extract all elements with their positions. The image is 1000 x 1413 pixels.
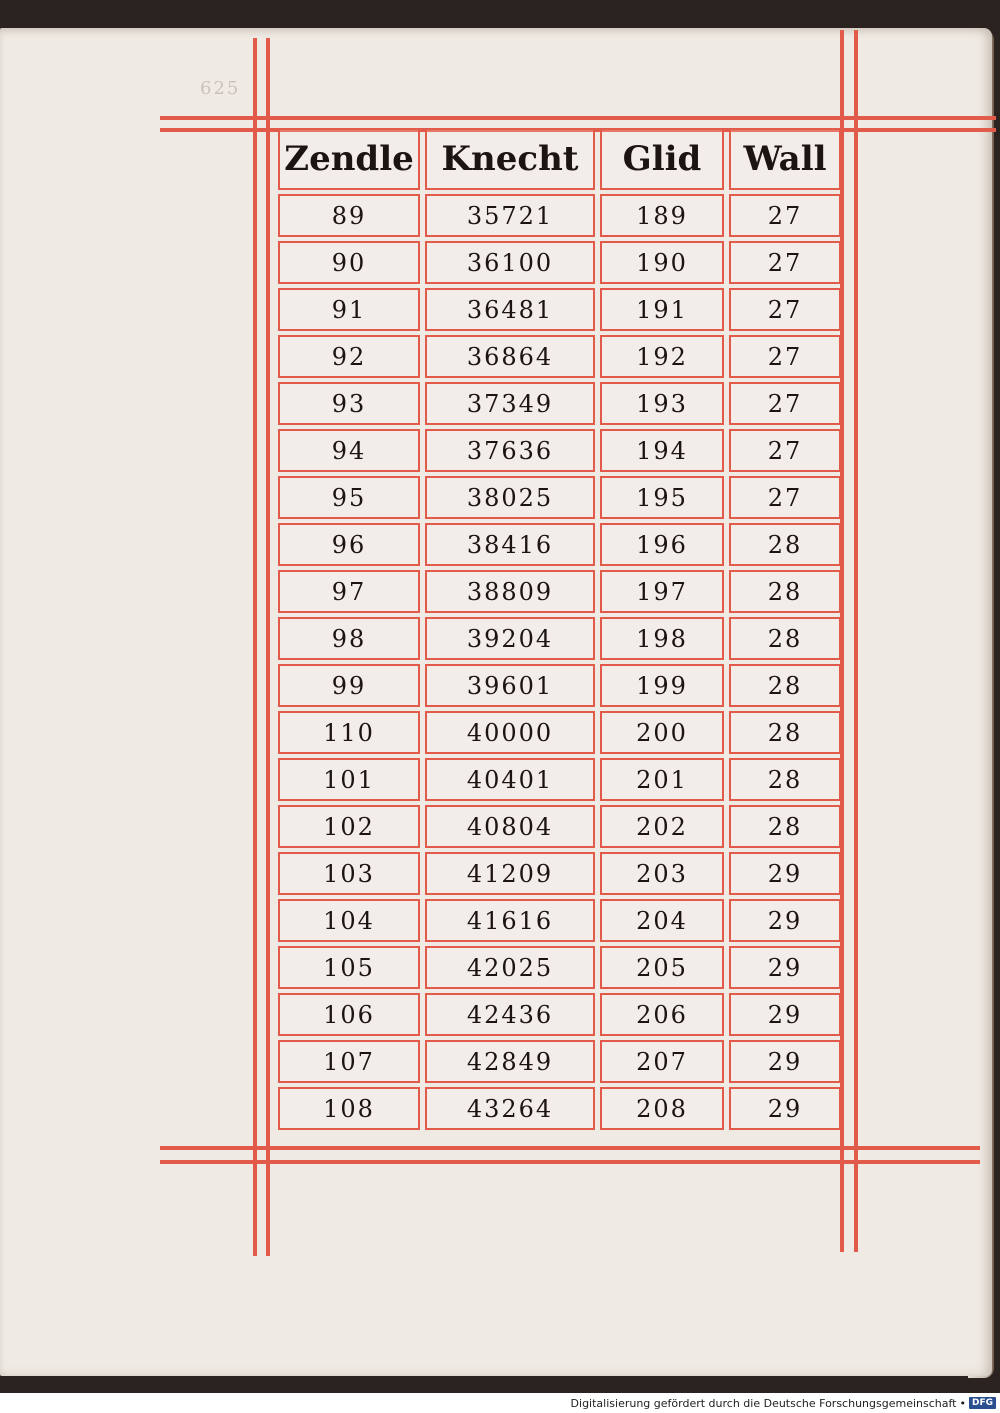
cell-zendle: 101: [278, 758, 420, 801]
cell-glid: 205: [600, 946, 724, 989]
cell-knecht: 40804: [425, 805, 595, 848]
cell-zendle: 106: [278, 993, 420, 1036]
cell-zendle: 105: [278, 946, 420, 989]
cell-knecht: 36864: [425, 335, 595, 378]
frame-rule-top-1: [160, 116, 996, 120]
frame-rule-left-1: [253, 38, 257, 1256]
digitization-footer: [0, 1393, 1000, 1413]
cell-knecht: 41209: [425, 852, 595, 895]
cell-knecht: 42436: [425, 993, 595, 1036]
table-row: [278, 711, 841, 754]
cell-knecht: 37636: [425, 429, 595, 472]
dfg-logo: DFG: [969, 1397, 996, 1409]
cell-wall: 27: [729, 241, 841, 284]
cell-glid: 208: [600, 1087, 724, 1130]
header-zendle: Zendle: [278, 128, 420, 190]
table-row: [278, 1040, 841, 1083]
cell-knecht: 36481: [425, 288, 595, 331]
cell-knecht: 43264: [425, 1087, 595, 1130]
table-row: [278, 758, 841, 801]
number-table: [278, 128, 841, 1130]
cell-glid: 202: [600, 805, 724, 848]
cell-glid: 195: [600, 476, 724, 519]
cell-zendle: 107: [278, 1040, 420, 1083]
cell-wall: 28: [729, 758, 841, 801]
cell-zendle: 93: [278, 382, 420, 425]
cell-zendle: 108: [278, 1087, 420, 1130]
cell-wall: 29: [729, 899, 841, 942]
cell-zendle: 98: [278, 617, 420, 660]
cell-knecht: 40000: [425, 711, 595, 754]
header-knecht: Knecht: [425, 128, 595, 190]
cell-zendle: 92: [278, 335, 420, 378]
table-row: [278, 805, 841, 848]
cell-glid: 190: [600, 241, 724, 284]
cell-knecht: 38809: [425, 570, 595, 613]
cell-glid: 201: [600, 758, 724, 801]
table-row: [278, 288, 841, 331]
cell-zendle: 97: [278, 570, 420, 613]
cell-wall: 28: [729, 664, 841, 707]
cell-glid: 206: [600, 993, 724, 1036]
cell-zendle: 103: [278, 852, 420, 895]
cell-glid: 191: [600, 288, 724, 331]
header-wall: Wall: [729, 128, 841, 190]
cell-glid: 192: [600, 335, 724, 378]
cell-zendle: 102: [278, 805, 420, 848]
frame-rule-left-2: [266, 38, 270, 1256]
header-glid: Glid: [600, 128, 724, 190]
cell-wall: 28: [729, 711, 841, 754]
footer-separator: •: [959, 1396, 966, 1410]
cell-zendle: 91: [278, 288, 420, 331]
cell-zendle: 95: [278, 476, 420, 519]
cell-zendle: 99: [278, 664, 420, 707]
cell-glid: 194: [600, 429, 724, 472]
table-row: [278, 241, 841, 284]
cell-zendle: 96: [278, 523, 420, 566]
cell-knecht: 41616: [425, 899, 595, 942]
cell-knecht: 42025: [425, 946, 595, 989]
table-row: [278, 194, 841, 237]
bleed-through-page-number: 625: [200, 78, 241, 99]
cell-wall: 28: [729, 523, 841, 566]
cell-glid: 196: [600, 523, 724, 566]
cell-glid: 193: [600, 382, 724, 425]
cell-glid: 204: [600, 899, 724, 942]
cell-knecht: 36100: [425, 241, 595, 284]
cell-glid: 199: [600, 664, 724, 707]
cell-zendle: 89: [278, 194, 420, 237]
table-row: [278, 570, 841, 613]
cell-wall: 28: [729, 805, 841, 848]
cell-knecht: 40401: [425, 758, 595, 801]
table-row: [278, 429, 841, 472]
frame-rule-right-2: [854, 30, 858, 1252]
cell-glid: 189: [600, 194, 724, 237]
cell-glid: 198: [600, 617, 724, 660]
table-row: [278, 664, 841, 707]
cell-knecht: 38025: [425, 476, 595, 519]
cell-wall: 29: [729, 852, 841, 895]
table-row: [278, 993, 841, 1036]
cell-wall: 29: [729, 946, 841, 989]
cell-knecht: 42849: [425, 1040, 595, 1083]
cell-wall: 27: [729, 194, 841, 237]
table-row: [278, 335, 841, 378]
cell-zendle: 110: [278, 711, 420, 754]
cell-wall: 27: [729, 429, 841, 472]
cell-wall: 28: [729, 570, 841, 613]
cell-wall: 27: [729, 288, 841, 331]
table-row: [278, 476, 841, 519]
cell-wall: 29: [729, 1087, 841, 1130]
cell-knecht: 39601: [425, 664, 595, 707]
cell-glid: 197: [600, 570, 724, 613]
cell-knecht: 39204: [425, 617, 595, 660]
table-row: [278, 946, 841, 989]
cell-wall: 29: [729, 1040, 841, 1083]
cell-knecht: 37349: [425, 382, 595, 425]
table-row: [278, 382, 841, 425]
cell-zendle: 94: [278, 429, 420, 472]
cell-knecht: 38416: [425, 523, 595, 566]
table-row: [278, 523, 841, 566]
table-row: [278, 617, 841, 660]
cell-wall: 29: [729, 993, 841, 1036]
table-header-row: [278, 128, 841, 190]
cell-wall: 27: [729, 382, 841, 425]
table-row: [278, 852, 841, 895]
table-row: [278, 1087, 841, 1130]
cell-wall: 28: [729, 617, 841, 660]
cell-wall: 27: [729, 335, 841, 378]
table-row: [278, 899, 841, 942]
cell-knecht: 35721: [425, 194, 595, 237]
cell-zendle: 104: [278, 899, 420, 942]
cell-wall: 27: [729, 476, 841, 519]
cell-glid: 200: [600, 711, 724, 754]
footer-credit: Digitalisierung gefördert durch die Deutsche Forschungsgemeinschaft: [570, 1396, 957, 1410]
cell-glid: 207: [600, 1040, 724, 1083]
cell-glid: 203: [600, 852, 724, 895]
cell-zendle: 90: [278, 241, 420, 284]
